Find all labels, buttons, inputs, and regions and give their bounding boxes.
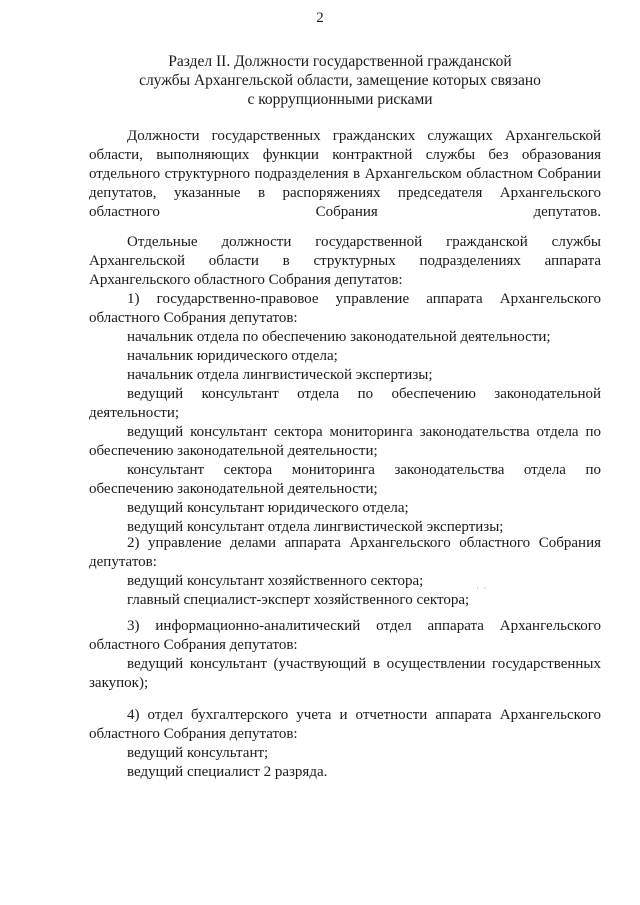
page-number: 2 [316, 10, 324, 26]
list-item: ведущий консультант отдела лингвистической экспертизы; [127, 519, 504, 535]
intro-paragraph: Должности государственных гражданских служащих Архангельской области, выполняющих функции контрактной службы без образования отдельного структурного подразделения в Архангельском областном Собрании депутатов, указанные в распоряжениях председателя Архангельского областного Собрания депутатов. [89, 128, 601, 220]
list-item: ведущий консультант сектора мониторинга законодательства отдела по обеспечению законодательной деятельности; [89, 424, 601, 459]
section3-heading: 3) информационно-аналитический отдел аппарата Архангельского областного Собрания депутатов: [89, 618, 601, 653]
list-item: ведущий консультант хозяйственного сектора; [127, 573, 424, 589]
list-item: ведущий консультант отдела по обеспечению законодательной деятельности; [89, 386, 601, 421]
list-item: ведущий консультант (участвующий в осуществлении государственных закупок); [89, 656, 601, 691]
list-item: главный специалист-эксперт хозяйственного сектора; [127, 592, 470, 608]
list-item: ведущий консультант юридического отдела; [127, 500, 409, 516]
list-item: начальник отдела лингвистической экспертизы; [127, 367, 433, 383]
section-title-line: с коррупционными рисками [247, 91, 433, 108]
section2-heading: 2) управление делами аппарата Архангельского областного Собрания депутатов: [89, 535, 601, 570]
section-title-line: службы Архангельской области, замещение которых связано [139, 72, 541, 89]
section1-heading: 1) государственно-правовое управление аппарата Архангельского областного Собрания депутатов: [89, 291, 601, 326]
section4-block [89, 706, 601, 782]
separate-positions-intro: Отдельные должности государственной гражданской службы Архангельской области в структурных подразделениях аппарата Архангельского областного Собрания депутатов: [89, 234, 601, 288]
section-title-line: Раздел II. Должности государственной гражданской [168, 53, 512, 70]
section-title [90, 52, 590, 109]
section1-block [89, 233, 601, 537]
list-item: начальник юридического отдела; [127, 348, 338, 364]
scan-artifact: · · [476, 583, 488, 593]
section3-block [89, 617, 601, 693]
list-item: ведущий специалист 2 разряда. [127, 764, 328, 780]
section4-heading: 4) отдел бухгалтерского учета и отчетности аппарата Архангельского областного Собрания депутатов: [89, 707, 601, 742]
list-item: начальник отдела по обеспечению законодательной деятельности; [127, 329, 551, 345]
list-item: ведущий консультант; [127, 745, 269, 761]
intro-paragraph-block [89, 127, 601, 222]
list-item: консультант сектора мониторинга законодательства отдела по обеспечению законодательной деятельности; [89, 462, 601, 497]
section2-block [89, 534, 601, 610]
